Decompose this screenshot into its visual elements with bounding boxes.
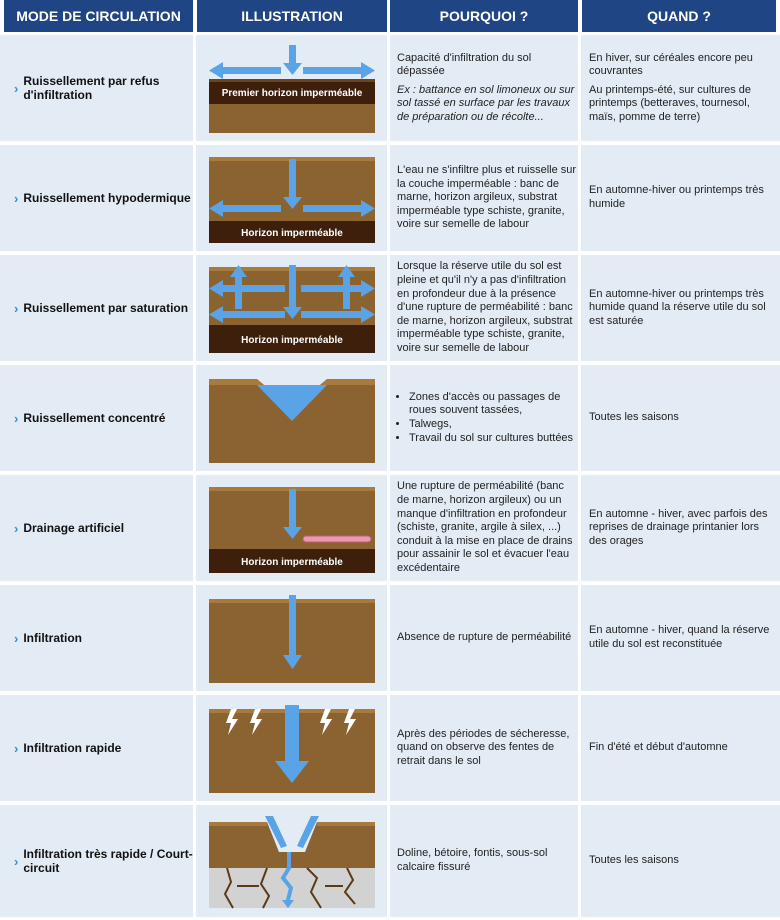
why-cell: [390, 145, 578, 251]
chevron-right-icon: ›: [14, 630, 19, 646]
when-text: Fin d'été et début d'automne: [589, 741, 728, 754]
header-illustration: ILLUSTRATION: [197, 0, 387, 32]
chevron-right-icon: ›: [14, 853, 19, 869]
mode-cell: [4, 475, 193, 581]
when-cell: [582, 475, 776, 581]
illustration-cell: [197, 365, 387, 471]
when-cell: [582, 365, 776, 471]
table-row: [0, 475, 780, 581]
mode-cell: [4, 145, 193, 251]
artificial-drainage-illustration: [207, 481, 377, 575]
table-row: [0, 35, 780, 141]
when-text: Toutes les saisons: [589, 854, 679, 867]
table-row: [0, 585, 780, 691]
sinkhole-infiltration-illustration: [207, 812, 377, 910]
mode-label: Ruissellement concentré: [23, 411, 166, 425]
horizon-label: Horizon imperméable: [241, 335, 343, 346]
table-row: [0, 805, 780, 917]
why-text: L'eau ne s'infiltre plus et ruisselle sur la couche imperméable : banc de marne, horizon argileux, substrat imperméable type schiste, granite, voire sur semelle de labour: [397, 164, 577, 231]
why-cell: [390, 695, 578, 801]
illustration-cell: [197, 35, 387, 141]
horizon-label: Horizon imperméable: [241, 228, 343, 239]
mode-cell: [4, 255, 193, 361]
table-row: [0, 365, 780, 471]
illustration-cell: [197, 475, 387, 581]
mode-cell: [4, 365, 193, 471]
mode-label: Infiltration: [23, 631, 83, 645]
chevron-right-icon: ›: [14, 520, 19, 536]
why-example: Ex : battance en sol limoneux ou sur sol tassé en surface par les travaux de préparation ou de récolte...: [397, 83, 575, 123]
why-cell: [390, 35, 578, 141]
chevron-right-icon: ›: [14, 80, 19, 96]
header-when: QUAND ?: [582, 0, 776, 32]
header-mode: MODE DE CIRCULATION: [4, 0, 193, 32]
mode-cell: [4, 695, 193, 801]
when-cell: [582, 35, 776, 141]
why-cell: [390, 255, 578, 361]
illustration-cell: [197, 145, 387, 251]
chevron-right-icon: ›: [14, 300, 19, 316]
illustration-cell: [197, 695, 387, 801]
when-cell: [582, 255, 776, 361]
list-item: • Zones d'accès ou passages de roues souvent tassées,: [409, 391, 578, 418]
hypodermic-runoff-illustration: [207, 151, 377, 245]
why-cell: [390, 475, 578, 581]
runoff-refusal-illustration: [207, 41, 377, 135]
why-cell: [390, 365, 578, 471]
mode-label: Drainage artificiel: [23, 521, 125, 535]
concentrated-runoff-illustration: [207, 371, 377, 465]
table-row: [0, 255, 780, 361]
when-text: En automne - hiver, quand la réserve utile du sol est reconstituée: [589, 624, 770, 650]
saturation-runoff-illustration: [207, 261, 377, 355]
when-text: En hiver, sur céréales encore peu couvrantes: [589, 51, 753, 78]
table-row: [0, 695, 780, 801]
table-row: [0, 145, 780, 251]
chevron-right-icon: ›: [14, 740, 19, 756]
horizon-label: Horizon imperméable: [241, 557, 343, 568]
mode-cell: [4, 35, 193, 141]
why-text: Doline, bétoire, fontis, sous-sol calcaire fissuré: [397, 847, 548, 873]
illustration-cell: [197, 805, 387, 917]
when-cell: [582, 145, 776, 251]
mode-cell: [4, 585, 193, 691]
infiltration-illustration: [207, 591, 377, 685]
why-text: Après des périodes de sécheresse, quand on observe des fentes de retrait dans le sol: [397, 727, 570, 767]
why-cell: [390, 585, 578, 691]
why-text: Capacité d'infiltration du sol dépassée: [397, 51, 532, 78]
mode-label: Ruissellement hypodermique: [23, 191, 191, 205]
mode-label: Ruissellement par refus d'infiltration: [23, 74, 160, 102]
list-item: • Talwegs,: [409, 418, 578, 432]
when-cell: [582, 585, 776, 691]
mode-cell: [4, 805, 193, 917]
when-text: En automne-hiver ou printemps très humide: [589, 184, 764, 210]
mode-label: Infiltration très rapide / Court-circuit: [23, 847, 193, 875]
illustration-cell: [197, 585, 387, 691]
list-item: • Travail du sol sur cultures buttées: [409, 432, 578, 446]
when-text: En automne-hiver ou printemps très humide quand la réserve utile du sol est saturée: [589, 287, 766, 327]
why-list: [397, 391, 578, 445]
horizon-label: Premier horizon imperméable: [221, 88, 363, 99]
illustration-cell: [197, 255, 387, 361]
when-text: Toutes les saisons: [589, 411, 679, 424]
why-cell: [390, 805, 578, 917]
why-text: Une rupture de perméabilité (banc de marne, horizon argileux) ou un manque d'infiltration en profondeur (schiste, granite, argile à silex, ...) conduit à la mise en place de drains pour assainir le sol et évacuer l'eau excédentaire: [397, 480, 573, 574]
when-text: En automne - hiver, avec parfois des reprises de drainage printanier lors des orages: [589, 507, 768, 547]
mode-label: Ruissellement par saturation: [23, 301, 189, 315]
when-cell: [582, 805, 776, 917]
why-text: Lorsque la réserve utile du sol est pleine et qu'il n'y a pas d'infiltration en profondeur due à la présence d'une rupture de perméabilité : banc de marne, horizon argileux, substrat imperméable type schiste, granite, voire sur semelle de labour: [397, 260, 573, 354]
rapid-infiltration-illustration: [207, 701, 377, 795]
chevron-right-icon: ›: [14, 410, 19, 426]
header-why: POURQUOI ?: [390, 0, 578, 32]
when-text-2: Au printemps-été, sur cultures de printemps (betteraves, tournesol, maïs, pomme de terre): [589, 83, 752, 123]
chevron-right-icon: ›: [14, 190, 19, 206]
why-text: Absence de rupture de perméabilité: [397, 631, 572, 644]
when-cell: [582, 695, 776, 801]
mode-label: Infiltration rapide: [23, 741, 122, 755]
